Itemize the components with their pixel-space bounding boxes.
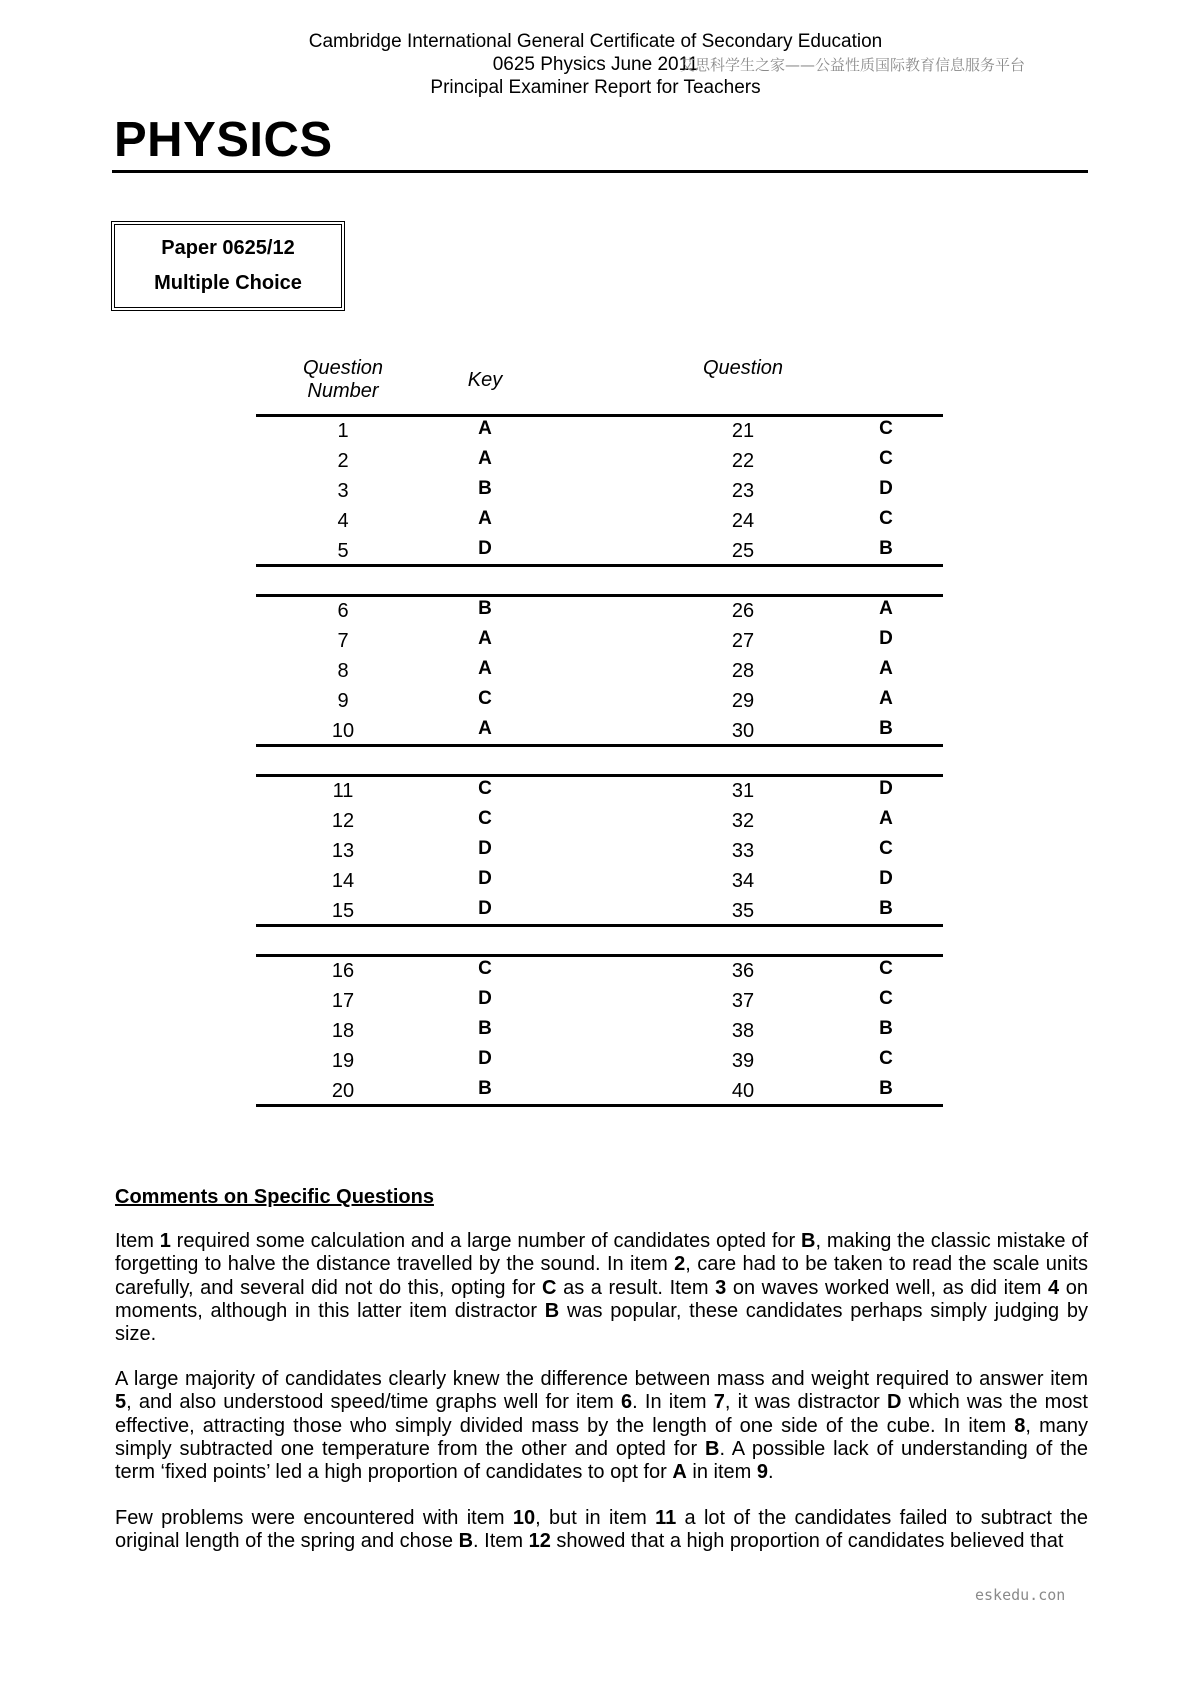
bold-run: 1 [159,1230,171,1252]
answer-key: D [478,898,492,919]
answer-key: A [879,808,893,829]
table-rule [256,564,943,567]
answer-key: A [478,508,492,529]
paper-type: Multiple Choice [154,272,302,294]
table-rule [256,594,943,597]
question-number: 39 [731,1050,755,1072]
title-divider [112,170,1088,173]
question-number: 28 [731,660,755,682]
answer-key: D [879,478,893,499]
bold-run: 10 [512,1507,536,1529]
answer-key: C [879,988,893,1009]
answer-key: C [478,778,492,799]
answer-key: D [478,1048,492,1069]
question-number: 21 [731,420,755,442]
text-run: . A possible lack of understanding of the term ‘fixed points’ led a high proportion of candidates to opt for [115,1437,1088,1484]
question-number: 6 [337,600,349,622]
question-number: 15 [331,900,355,922]
comments-title: Comments on Specific Questions [115,1186,434,1208]
table-rule [256,1104,943,1107]
question-number: 12 [331,810,355,832]
text-run: in item [686,1461,757,1484]
question-number: 5 [337,540,349,562]
bold-run: C [542,1276,557,1299]
question-number: 38 [731,1020,755,1042]
question-number: 23 [731,480,755,502]
question-number: 13 [331,840,355,862]
answer-key: B [478,1018,492,1039]
question-number: 36 [731,960,755,982]
comment-paragraph [115,1507,1088,1554]
question-number: 19 [331,1050,355,1072]
bold-run: B [704,1437,720,1460]
footer-text: eskedu.con [975,1586,1066,1604]
question-number: 29 [731,690,755,712]
answer-key: B [478,1078,492,1099]
answer-key: C [879,958,893,979]
answer-key: D [478,538,492,559]
answer-key: B [879,718,893,739]
question-number: 10 [331,720,355,742]
answer-key: D [478,988,492,1009]
bold-run: 9 [756,1461,768,1484]
table-rule [256,744,943,747]
comment-paragraph [115,1368,1088,1484]
answer-key: D [879,778,893,799]
answer-key: B [879,1078,893,1099]
question-number: 20 [331,1080,355,1102]
bold-run: 11 [655,1507,677,1529]
question-number: 37 [731,990,755,1012]
answer-key: A [478,448,492,469]
question-number: 14 [331,870,355,892]
bold-run: A [672,1461,687,1484]
question-number: 2 [337,450,349,472]
question-number: 32 [731,810,755,832]
header-line-2: 0625 Physics June 2011 [492,54,699,75]
question-number: 33 [731,840,755,862]
bold-run: 12 [528,1530,551,1553]
answer-key: D [879,628,893,649]
text-run: , but in item [535,1507,656,1529]
text-run: which was the most effective, attracting those who simply divided mass by the length of one side of the cube. In item [115,1391,1088,1437]
question-number: 7 [337,630,349,652]
text-run: on waves worked well, as did item [726,1276,1049,1299]
bold-run: 8 [1014,1414,1026,1437]
question-number: 4 [337,510,349,532]
header-key: Key [467,369,503,391]
text-run: Few problems were encountered with item [115,1507,513,1529]
bold-run: B [458,1530,474,1553]
paper-code: Paper 0625/12 [161,237,295,259]
question-number: 25 [731,540,755,562]
question-number: 40 [731,1080,755,1102]
question-number: 26 [731,600,755,622]
answer-key: A [879,688,893,709]
table-rule [256,414,943,417]
header-line-3: Principal Examiner Report for Teachers [430,77,761,98]
answer-key: B [879,538,893,559]
answer-key: C [879,448,893,469]
text-run: , making the classic mistake of forgetting to halve the distance travelled by the sound. In item [115,1230,1088,1276]
answer-key: C [879,1048,893,1069]
text-run: Item [115,1230,160,1252]
answer-key: A [478,718,492,739]
bold-run: B [544,1299,560,1322]
question-number: 34 [731,870,755,892]
answer-key: B [478,598,492,619]
question-number: 35 [731,900,755,922]
header-question: Question [702,357,784,379]
bold-run: 7 [713,1391,725,1414]
answer-key: A [879,598,893,619]
text-run: . [767,1461,774,1484]
question-number: 8 [337,660,349,682]
answer-key: B [879,898,893,919]
question-number: 31 [731,780,755,802]
header-line-1: Cambridge International General Certificate of Secondary Education [308,31,883,52]
question-number: 18 [331,1020,355,1042]
text-run: required some calculation and a large number of candidates opted for [170,1230,802,1252]
page-title: PHYSICS [114,113,333,167]
text-run: showed that a high proportion of candidates believed that [550,1530,1064,1553]
answer-key: D [478,868,492,889]
text-run: a lot of the candidates failed to subtract the original length of the spring and chose [115,1507,1088,1553]
text-run: was popular, these candidates perhaps simply judging by size. [115,1299,1088,1346]
question-number: 16 [331,960,355,982]
comment-paragraph [115,1230,1088,1346]
bold-run: D [886,1391,902,1414]
header-question-number: Question Number [302,357,384,402]
table-rule [256,954,943,957]
text-run: , care had to be taken to read the scale units carefully, and several did not do this, opting for [115,1253,1088,1299]
answer-key: B [478,478,492,499]
answer-key: C [879,838,893,859]
answer-key: B [879,1018,893,1039]
bold-run: 3 [715,1276,727,1299]
bold-run: 2 [674,1253,686,1276]
text-run: , it was distractor [724,1391,887,1414]
answer-key: A [879,658,893,679]
question-number: 30 [731,720,755,742]
answer-key: D [478,838,492,859]
text-run: , many simply subtracted one temperature from the other and opted for [115,1414,1088,1460]
answer-key: C [478,808,492,829]
table-rule [256,774,943,777]
text-run: . Item [473,1530,529,1553]
answer-key: C [879,508,893,529]
question-number: 11 [332,780,354,802]
text-run: as a result. Item [556,1276,716,1299]
answer-key: A [478,628,492,649]
answer-key: A [478,418,492,439]
text-run: on moments, although in this latter item distractor [115,1276,1089,1322]
question-number: 24 [731,510,755,532]
text-run: , and also understood speed/time graphs well for item [126,1391,622,1414]
bold-run: 4 [1048,1276,1060,1299]
paper-box [111,221,345,311]
text-run: . In item [632,1391,714,1414]
question-number: 27 [731,630,755,652]
text-run: A large majority of candidates clearly knew the difference between mass and weight required to answer item [115,1368,1088,1390]
answer-key: D [879,868,893,889]
question-number: 17 [331,990,355,1012]
answer-key: A [478,658,492,679]
bold-run: 6 [621,1391,633,1414]
bold-run: 5 [115,1391,127,1414]
answer-key: C [478,688,492,709]
answer-key: C [478,958,492,979]
question-number: 1 [337,420,349,442]
question-number: 3 [337,480,349,502]
bold-run: B [801,1230,816,1252]
answer-key: C [879,418,893,439]
question-number: 22 [731,450,755,472]
table-rule [256,924,943,927]
watermark-text: 艾思科学生之家——公益性质国际教育信息服务平台 [680,56,1026,74]
question-number: 9 [337,690,349,712]
